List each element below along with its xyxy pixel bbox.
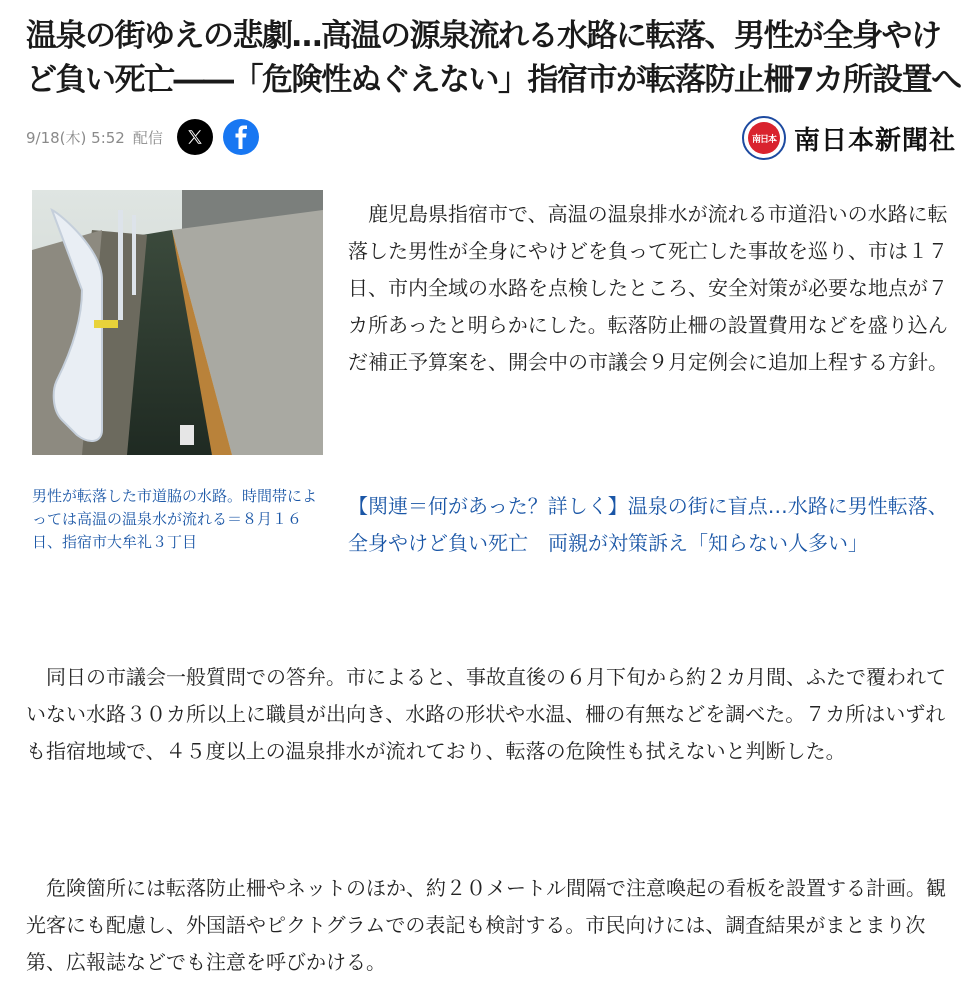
- related-article-link[interactable]: 【関連＝何があった？詳しく】温泉の街に盲点…水路に男性転落、全身やけど負い死亡 両親が対策訴え「知らない人多い」: [348, 494, 948, 555]
- publisher-link[interactable]: [742, 116, 956, 160]
- article-lead-paragraph: 鹿児島県指宿市で、高温の温泉排水が流れる市道沿いの水路に転落した男性が全身にやけどを負って死亡した事故を巡り、市は１７日、市内全域の水路を点検したところ、安全対策が必要な地点が７カ所あったと明らかにした。転落防止柵の設置費用などを盛り込んだ補正予算案を、開会中の市議会９月定例会に追加上程する方針。: [348, 202, 948, 374]
- article-title: 温泉の街ゆえの悲劇…高温の源泉流れる水路に転落、男性が全身やけど負い死亡――「危険性ぬぐえない」指宿市が転落防止柵7カ所設置へ: [26, 18, 961, 98]
- article-paragraph: 危険箇所には転落防止柵やネットのほか、約２０メートル間隔で注意喚起の看板を設置する計画。観光客にも配慮し、外国語やピクトグラムでの表記も検討する。市民向けには、調査結果がまとまり次第、広報誌などでも注意を呼びかける。: [26, 876, 946, 974]
- share-x-button[interactable]: [177, 119, 213, 155]
- facebook-logo-icon: [231, 125, 251, 149]
- article-meta: [26, 118, 259, 156]
- publisher-logo: [742, 116, 786, 160]
- photo-caption: 男性が転落した市道脇の水路。時間帯によっては高温の温泉水が流れる＝８月１６日、指宿市大牟礼３丁目: [32, 487, 318, 551]
- publisher-logo-mark: 南日本: [748, 122, 780, 154]
- article-figure: [32, 190, 323, 554]
- article-paragraph: 同日の市議会一般質問での答弁。市によると、事故直後の６月下旬から約２カ月間、ふたで覆われていない水路３０カ所以上に職員が出向き、水路の形状や水温、柵の有無などを調べた。７カ所はいずれも指宿地域で、４５度以上の温泉排水が流れており、転落の危険性も拭えないと判断した。: [26, 665, 946, 763]
- share-facebook-button[interactable]: [223, 119, 259, 155]
- publisher-name: 南日本新聞社: [793, 125, 956, 156]
- publish-date: 9/18(木) 5:52: [26, 128, 125, 147]
- delivery-label: 配信: [132, 128, 163, 147]
- article-photo[interactable]: [32, 190, 323, 455]
- x-logo-icon: [186, 128, 204, 146]
